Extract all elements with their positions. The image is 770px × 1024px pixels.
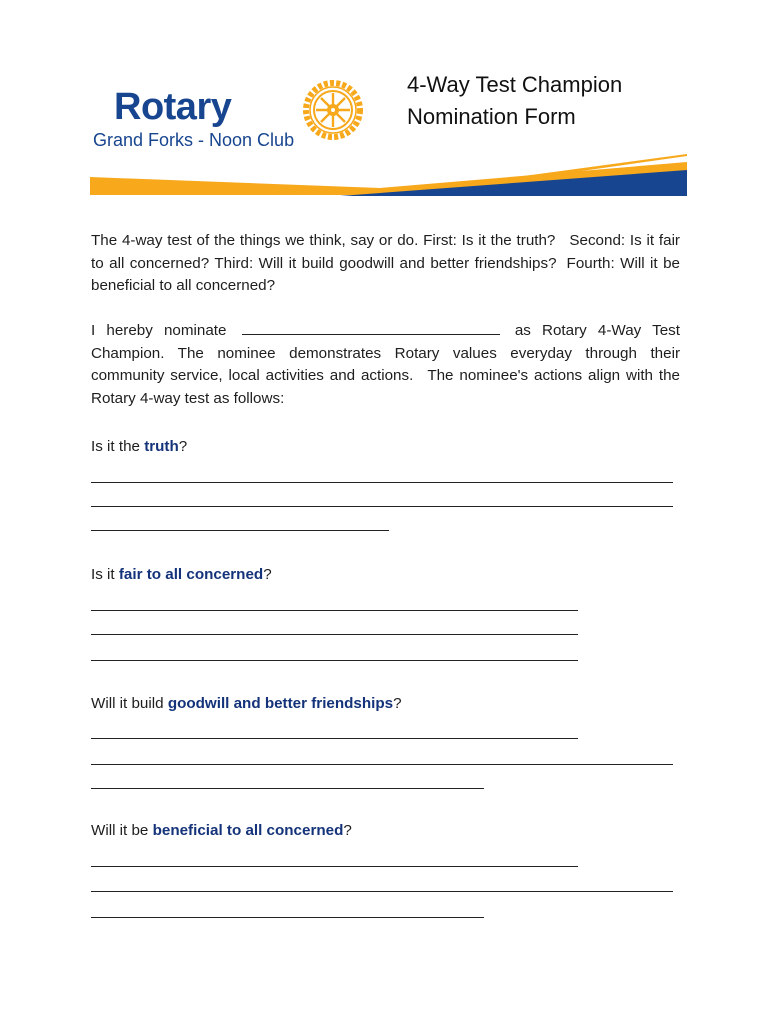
nomination-paragraph [91, 320, 680, 410]
header-banner-stripe [90, 150, 687, 200]
form-title-line1: 4-Way Test Champion [407, 72, 623, 97]
question-emphasis: goodwill and better friendships [167, 695, 394, 712]
nomination-prefix: I hereby nominate [91, 322, 227, 339]
answer-line[interactable] [91, 764, 673, 765]
answer-line[interactable] [91, 482, 673, 483]
nomination-suffix: as Rotary 4-Way Test Champion. The nominee demonstrates Rotary values everyday through their community service, local activities and actions. [91, 322, 680, 384]
nominee-name-field[interactable] [242, 320, 500, 335]
answer-line[interactable] [91, 634, 578, 635]
question-mark: ? [393, 695, 402, 712]
question-text: Is it [91, 566, 119, 583]
question-emphasis: beneficial to all concerned [152, 822, 344, 839]
answer-line[interactable] [91, 610, 578, 611]
intro-sentence-2: Second: Is it fair to all concerned? Third: Will it build goodwill and better friendships? [91, 232, 680, 272]
question-emphasis: truth [144, 438, 179, 455]
answer-line[interactable] [91, 660, 578, 661]
nomination-sentence-2: The nominee's actions align with the Rotary 4-way test as follows: [91, 367, 680, 407]
answer-line[interactable] [91, 506, 673, 507]
logo-wordmark: Rotary [114, 86, 232, 128]
question-truth [91, 437, 187, 457]
form-title-line2: Nomination Form [407, 104, 576, 129]
answer-line[interactable] [91, 788, 484, 789]
question-text: Will it build [91, 695, 168, 712]
question-mark: ? [343, 822, 352, 839]
question-mark: ? [263, 566, 272, 583]
question-beneficial [91, 821, 352, 841]
question-fair [91, 565, 272, 585]
question-text: Is it the [91, 438, 145, 455]
intro-paragraph [91, 230, 680, 298]
answer-line[interactable] [91, 866, 578, 867]
intro-sentence-1: The 4-way test of the things we think, say or do. First: Is it the truth? [91, 232, 556, 249]
intro-sentence-3: Fourth: Will it be beneficial to all concerned? [91, 254, 681, 294]
logo-club-name: Grand Forks - Noon Club [93, 130, 295, 150]
answer-line[interactable] [91, 917, 484, 918]
question-text: Will it be [91, 822, 153, 839]
form-title [407, 69, 622, 133]
question-emphasis: fair to all concerned [118, 566, 264, 583]
answer-line[interactable] [91, 738, 578, 739]
question-goodwill [91, 694, 402, 714]
rotary-wheel-icon [303, 80, 363, 140]
answer-line[interactable] [91, 530, 389, 531]
question-mark: ? [178, 438, 188, 455]
answer-line[interactable] [91, 891, 673, 892]
